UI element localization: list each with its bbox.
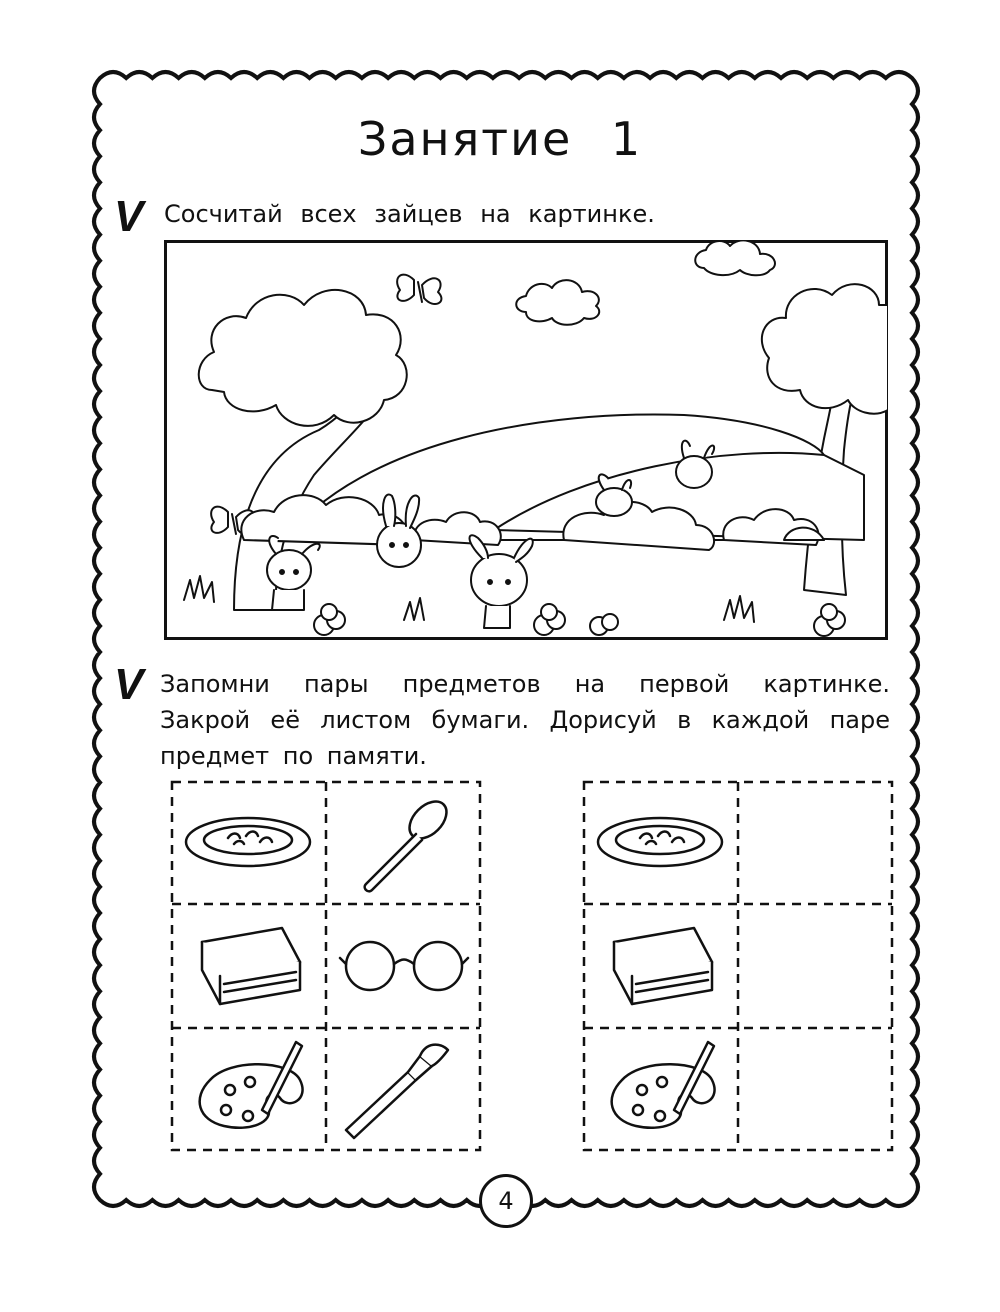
- spoon-icon: [365, 795, 454, 892]
- palette-icon: [200, 1042, 303, 1128]
- paintbrush-icon: [346, 1045, 448, 1138]
- book-icon: [202, 928, 300, 1004]
- task-2-text: Запомни пары предметов на первой картинке. Закрой её листом бумаги. Дорисуй в каждой паре предмет по памяти.: [160, 670, 890, 770]
- check-mark-icon: V: [114, 192, 144, 241]
- check-mark-icon: V: [114, 660, 144, 709]
- pairs-grid-full: [170, 780, 482, 1152]
- page-title: Занятие 1: [357, 112, 643, 166]
- bunnies-scene: [164, 240, 888, 640]
- drawing-cell-1[interactable]: [742, 786, 888, 900]
- task-1-text: Сосчитай всех зайцев на картинке.: [164, 200, 655, 228]
- page-number: 4: [479, 1174, 533, 1228]
- plate-icon: [598, 818, 722, 866]
- glasses-icon: [340, 942, 468, 990]
- book-icon: [614, 928, 712, 1004]
- drawing-cell-2[interactable]: [742, 908, 888, 1024]
- plate-icon: [186, 818, 310, 866]
- pairs-grid-draw: [582, 780, 894, 1152]
- drawing-cell-3[interactable]: [742, 1032, 888, 1146]
- palette-icon: [612, 1042, 715, 1128]
